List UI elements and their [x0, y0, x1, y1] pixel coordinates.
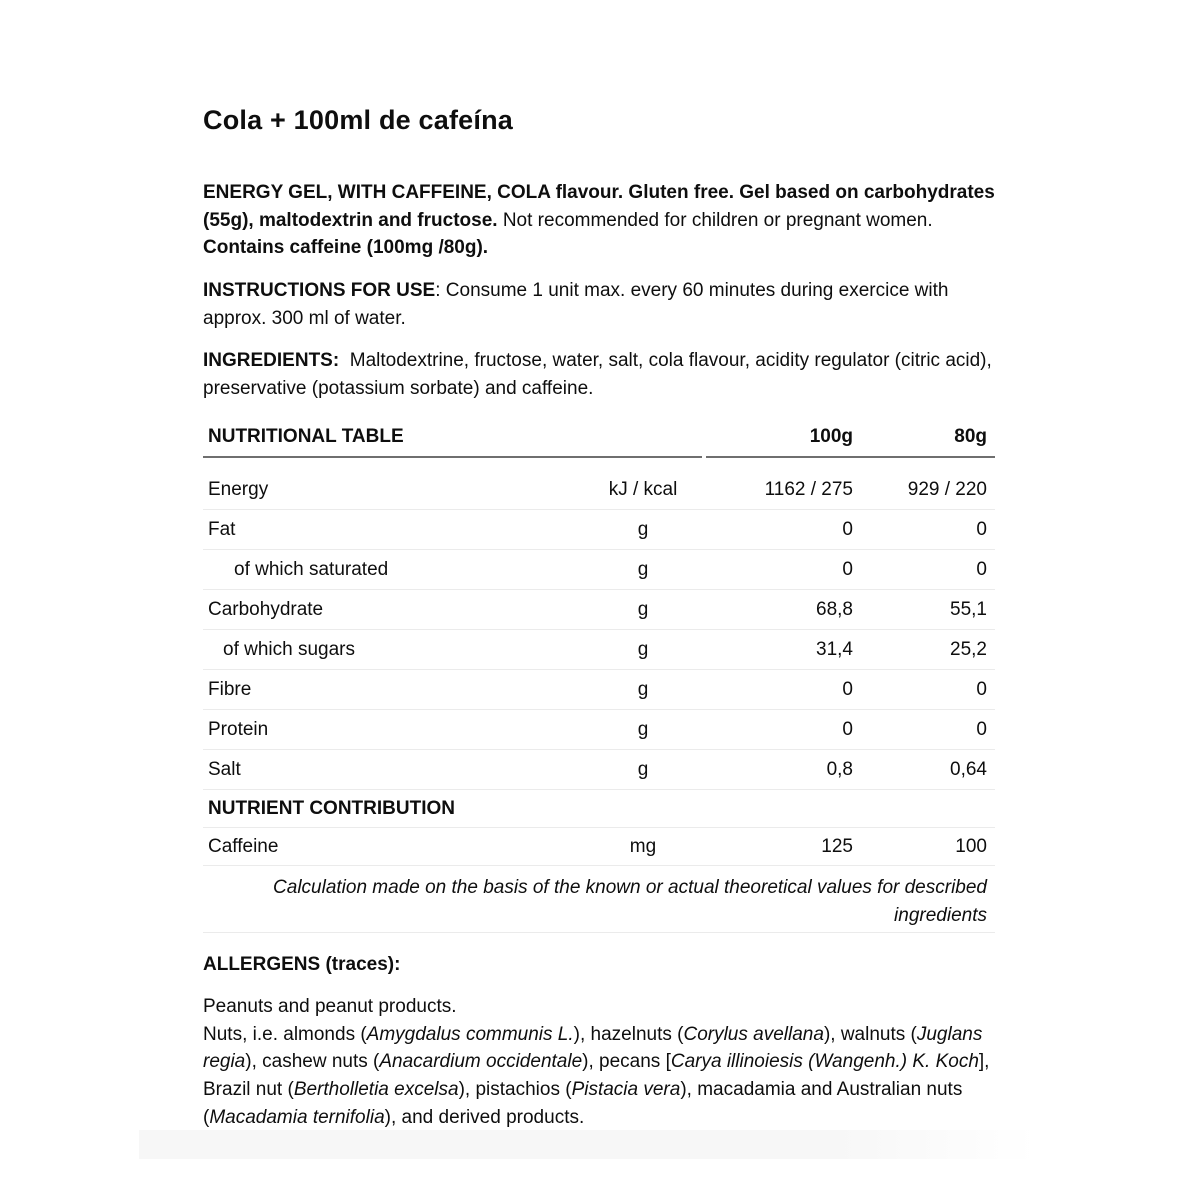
- row-value-80g: 0: [976, 718, 987, 740]
- row-value-80g: 25,2: [950, 638, 987, 660]
- row-value-80g: 0,64: [950, 758, 987, 780]
- row-value-100g: 31,4: [816, 638, 853, 660]
- row-value-100g: 0: [842, 518, 853, 540]
- nutritional-table: [203, 418, 995, 933]
- row-value-100g: 0: [842, 558, 853, 580]
- row-value-80g: 0: [976, 518, 987, 540]
- column-header-100g: 100g: [809, 426, 853, 447]
- row-value-80g: 55,1: [950, 598, 987, 620]
- instructions-paragraph: INSTRUCTIONS FOR USE: Consume 1 unit max. every 60 minutes during exercice with approx. 300 ml of water.: [203, 280, 949, 329]
- row-unit: kJ / kcal: [608, 478, 678, 500]
- row-value-100g: 0: [842, 678, 853, 700]
- row-unit: g: [637, 558, 649, 580]
- column-header-80g: 80g: [954, 426, 987, 447]
- description-paragraph: ENERGY GEL, WITH CAFFEINE, COLA flavour. Gluten free. Gel based on carbohydrates (55g), maltodextrin and fructose. Not recommended for children or pregnant women. Contains caffeine (100mg /80g).: [203, 182, 995, 258]
- row-unit: g: [637, 638, 649, 660]
- row-value-100g: 125: [821, 835, 853, 857]
- row-unit: g: [637, 518, 649, 540]
- row-label: Fat: [208, 518, 236, 540]
- row-unit: g: [637, 718, 649, 740]
- row-value-80g: 100: [955, 835, 987, 857]
- table-row: [203, 589, 995, 629]
- row-label: Salt: [208, 758, 241, 780]
- row-value-80g: 0: [976, 558, 987, 580]
- row-value-100g: 68,8: [816, 598, 853, 620]
- row-label: Fibre: [208, 678, 252, 700]
- row-label: Carbohydrate: [208, 598, 324, 620]
- row-unit: g: [637, 678, 649, 700]
- table-row: [203, 458, 995, 509]
- table-row: [203, 709, 995, 749]
- table-row: [203, 509, 995, 549]
- table-title: NUTRITIONAL TABLE: [208, 426, 404, 447]
- row-label: Protein: [208, 718, 269, 740]
- row-label: of which saturated: [234, 558, 389, 580]
- row-value-100g: 0: [842, 718, 853, 740]
- row-label: of which sugars: [223, 638, 356, 660]
- ingredients-paragraph: INGREDIENTS: Maltodextrine, fructose, water, salt, cola flavour, acidity regulator (citric acid), preservative (potassium sorbate) and caffeine.: [203, 350, 992, 399]
- row-unit: mg: [629, 835, 657, 857]
- row-label: Caffeine: [208, 835, 279, 857]
- row-value-100g: 1162 / 275: [764, 478, 853, 500]
- row-unit: g: [637, 758, 649, 780]
- row-value-80g: 0: [976, 678, 987, 700]
- row-unit: g: [637, 598, 649, 620]
- row-value-100g: 0,8: [826, 758, 853, 780]
- table-row: [203, 629, 995, 669]
- table-row: [203, 549, 995, 589]
- row-label: Energy: [208, 478, 269, 500]
- bottom-divider-band: [139, 1130, 1036, 1159]
- table-row: [203, 749, 995, 789]
- allergens-title: ALLERGENS (traces):: [203, 954, 401, 975]
- table-row: [203, 827, 995, 865]
- table-header-row: [203, 418, 995, 458]
- table-section-header: NUTRIENT CONTRIBUTION: [203, 789, 995, 827]
- row-value-80g: 929 / 220: [907, 478, 987, 500]
- allergens-paragraph: Peanuts and peanut products. Nuts, i.e. almonds (Amygdalus communis L.), hazelnuts (Corylus avellana), walnuts (Juglans regia), cashew nuts (Anacardium occidentale), pecans [Carya illinoiesis (Wangenh.) K. Koch], Brazil nut (Bertholletia excelsa), pistachios (Pistacia vera), macadamia and Australian nuts (Macadamia ternifolia), and derived products.: [203, 996, 990, 1128]
- table-footnote: Calculation made on the basis of the known or actual theoretical values for described ingredients: [203, 865, 995, 933]
- page-title: Cola + 100ml de cafeína: [203, 105, 513, 135]
- table-row: [203, 669, 995, 709]
